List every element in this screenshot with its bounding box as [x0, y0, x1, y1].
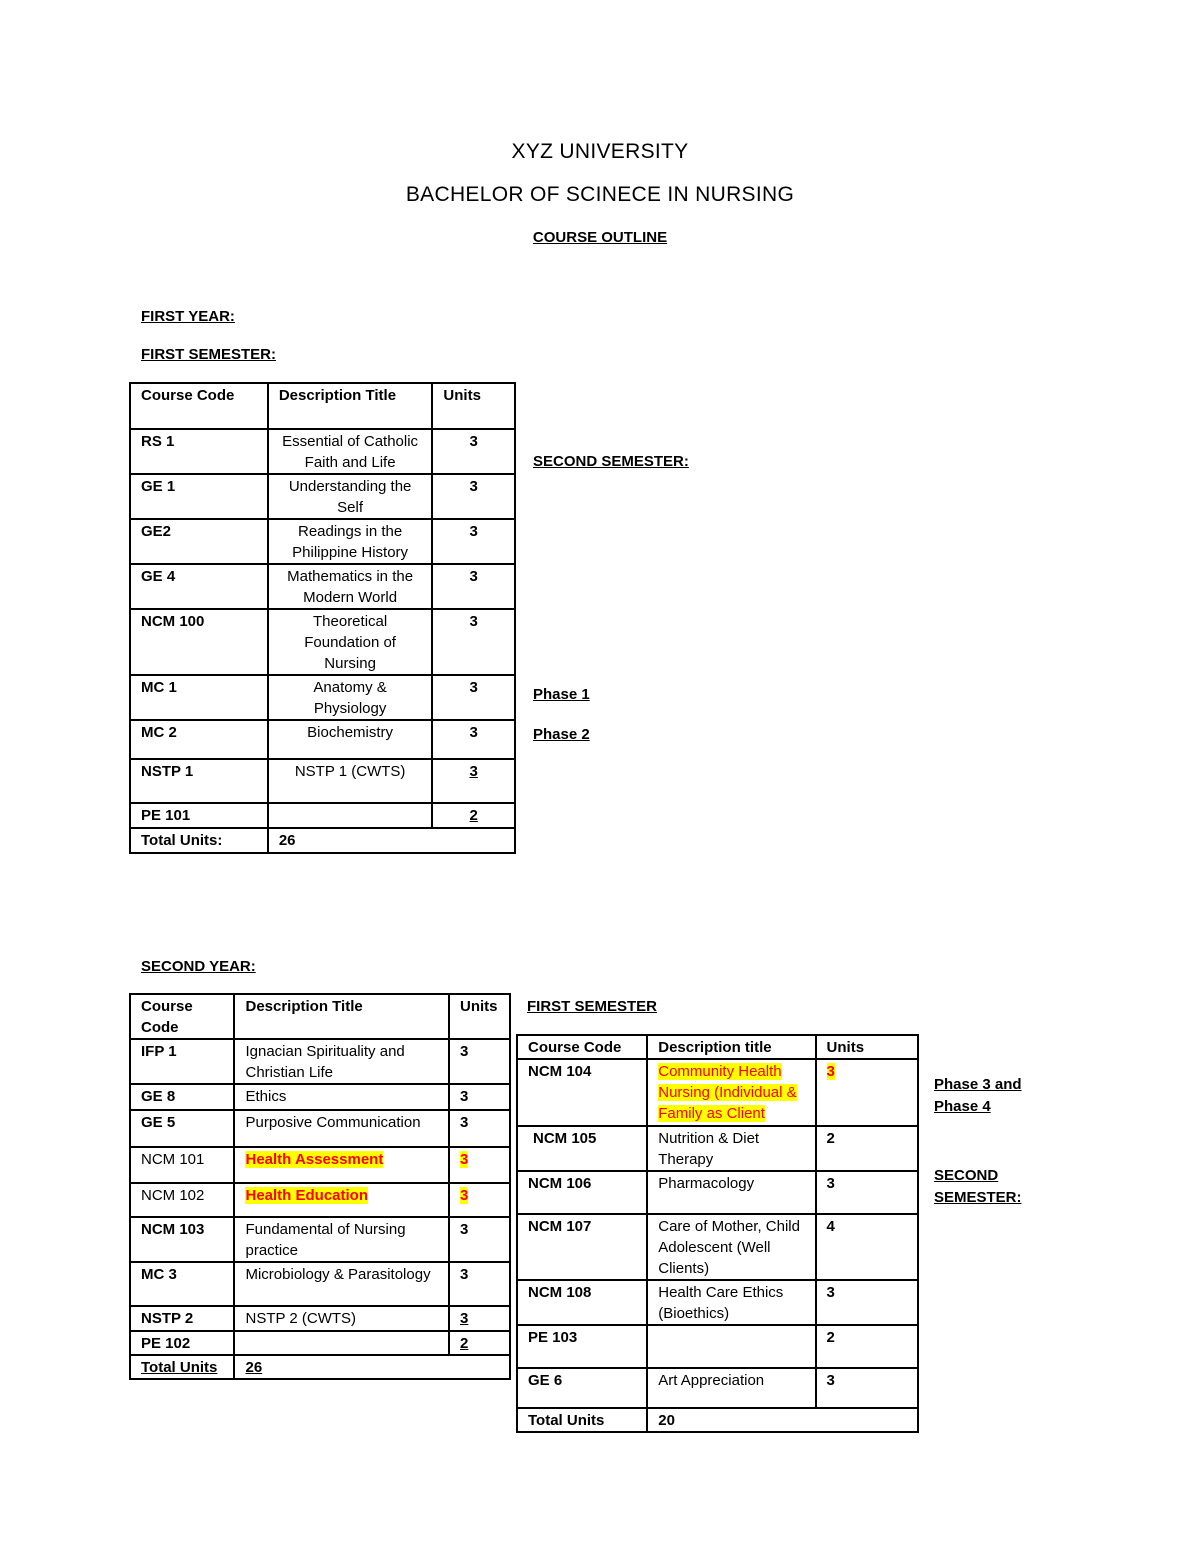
second-year-nursing-table: [516, 1034, 919, 1433]
course-title: Theoretical Foundation of Nursing: [268, 609, 433, 675]
course-code: NCM 104: [517, 1059, 647, 1126]
course-title: Ignacian Spirituality and Christian Life: [234, 1039, 449, 1084]
course-units-cell: [816, 1059, 918, 1126]
course-title: Microbiology & Parasitology: [234, 1262, 449, 1306]
first-year-label: FIRST YEAR:: [141, 308, 235, 325]
table-header-row: [517, 1035, 918, 1059]
course-units: 3: [449, 1039, 510, 1084]
course-units: 3: [449, 1262, 510, 1306]
course-title: Mathematics in the Modern World: [268, 564, 433, 609]
total-units-value: 20: [647, 1408, 918, 1432]
course-units-cell: [449, 1183, 510, 1217]
course-units: 3: [432, 609, 515, 675]
table-row: [517, 1280, 918, 1325]
course-title: Fundamental of Nursing practice: [234, 1217, 449, 1262]
course-code: NCM 108: [517, 1280, 647, 1325]
course-code: NSTP 1: [130, 759, 268, 803]
course-title: Care of Mother, Child Adolescent (Well Clients): [647, 1214, 815, 1280]
course-units: 3: [449, 1084, 510, 1110]
course-title: NSTP 1 (CWTS): [268, 759, 433, 803]
university-title: XYZ UNIVERSITY: [511, 140, 689, 163]
course-units: 3: [449, 1110, 510, 1147]
course-title: [234, 1331, 449, 1355]
course-units: 3: [432, 720, 515, 759]
course-code: PE 101: [130, 803, 268, 828]
table-row: [517, 1214, 918, 1280]
second-year-first-semester-table: [129, 993, 511, 1380]
course-units: 2: [449, 1331, 510, 1355]
header-course-code: Course Code: [130, 994, 234, 1039]
course-code: GE 8: [130, 1084, 234, 1110]
course-units: 3: [432, 429, 515, 474]
header-course-code: Course Code: [517, 1035, 647, 1059]
table-header-row: [130, 383, 515, 429]
course-code: NCM 100: [130, 609, 268, 675]
table-row: [130, 429, 515, 474]
course-title: Ethics: [234, 1084, 449, 1110]
course-title: Health Care Ethics (Bioethics): [647, 1280, 815, 1325]
second-year-first-semester-label: FIRST SEMESTER: [527, 998, 658, 1015]
table-row: [130, 474, 515, 519]
course-code: MC 2: [130, 720, 268, 759]
course-title: [647, 1325, 815, 1368]
course-code: RS 1: [130, 429, 268, 474]
course-title: Nutrition & Diet Therapy: [647, 1126, 815, 1171]
course-code: GE 1: [130, 474, 268, 519]
course-units: 3: [432, 519, 515, 564]
table-row: [130, 609, 515, 675]
course-units: 3: [816, 1171, 918, 1214]
second-year-label: SECOND YEAR:: [141, 958, 256, 975]
course-units: 3: [432, 474, 515, 519]
course-units: 2: [816, 1325, 918, 1368]
course-code: PE 102: [130, 1331, 234, 1355]
course-title-cell: [234, 1147, 449, 1183]
header-units: Units: [432, 383, 515, 429]
course-code: GE 4: [130, 564, 268, 609]
phase-3-and-4-label: Phase 3 and Phase 4: [934, 1076, 1022, 1115]
table-row: [130, 675, 515, 720]
course-code: MC 3: [130, 1262, 234, 1306]
course-units-cell: [449, 1147, 510, 1183]
course-code: GE 6: [517, 1368, 647, 1408]
total-units-label: Total Units: [517, 1408, 647, 1432]
course-units: 3: [432, 759, 515, 803]
header-description-title: Description Title: [234, 994, 449, 1039]
course-title: Biochemistry: [268, 720, 433, 759]
table-row: [130, 1147, 510, 1183]
course-code: NCM 106: [517, 1171, 647, 1214]
table-row: [130, 1039, 510, 1084]
course-outline-heading: COURSE OUTLINE: [532, 229, 668, 246]
table-row: [130, 519, 515, 564]
course-title: [268, 803, 433, 828]
table-row: [517, 1171, 918, 1214]
course-units: 3: [449, 1217, 510, 1262]
header-units: Units: [816, 1035, 918, 1059]
total-units-value: 26: [268, 828, 515, 853]
total-units-label: Total Units:: [130, 828, 268, 853]
course-title: NSTP 2 (CWTS): [234, 1306, 449, 1331]
course-code: NSTP 2: [130, 1306, 234, 1331]
course-title: Community Health Nursing (Individual & Family as Client: [658, 1063, 797, 1122]
table-row: [517, 1126, 918, 1171]
course-title: Understanding the Self: [268, 474, 433, 519]
total-row: [517, 1408, 918, 1432]
course-code: GE 5: [130, 1110, 234, 1147]
table-row: [130, 759, 515, 803]
course-code: NCM 103: [130, 1217, 234, 1262]
course-units: 4: [816, 1214, 918, 1280]
course-title-cell: [234, 1183, 449, 1217]
course-code: NCM 107: [517, 1214, 647, 1280]
course-title: Purposive Communication: [234, 1110, 449, 1147]
course-code: GE2: [130, 519, 268, 564]
course-units: 3: [460, 1187, 469, 1204]
second-year-second-semester-label: SECOND SEMESTER:: [934, 1167, 1022, 1206]
table-row: [130, 1183, 510, 1217]
table-row: [130, 1262, 510, 1306]
course-title-cell: [647, 1059, 815, 1126]
header-units: Units: [449, 994, 510, 1039]
header-course-code: Course Code: [130, 383, 268, 429]
table-row: [130, 1084, 510, 1110]
course-code: PE 103: [517, 1325, 647, 1368]
course-units: 3: [432, 564, 515, 609]
table-row: [517, 1368, 918, 1408]
course-title: Essential of Catholic Faith and Life: [268, 429, 433, 474]
course-title: Anatomy & Physiology: [268, 675, 433, 720]
course-title: Art Appreciation: [647, 1368, 815, 1408]
course-units: 3: [432, 675, 515, 720]
course-code: MC 1: [130, 675, 268, 720]
table-row: [517, 1059, 918, 1126]
header-description-title: Description Title: [268, 383, 433, 429]
table-row: [130, 564, 515, 609]
table-row: [130, 1306, 510, 1331]
course-code: NCM 102: [130, 1183, 234, 1217]
course-units: 3: [460, 1151, 469, 1168]
course-units: 3: [826, 1063, 835, 1080]
course-units: 2: [432, 803, 515, 828]
course-units: 3: [816, 1280, 918, 1325]
first-year-first-semester-label: FIRST SEMESTER:: [141, 346, 277, 363]
phase-1-label: Phase 1: [533, 686, 590, 703]
total-units-label: Total Units: [130, 1355, 234, 1379]
course-title: Readings in the Philippine History: [268, 519, 433, 564]
course-title: Health Education: [245, 1187, 368, 1204]
table-header-row: [130, 994, 510, 1039]
total-row: [130, 828, 515, 853]
table-row: [130, 720, 515, 759]
total-units-value: 26: [234, 1355, 510, 1379]
course-title: Health Assessment: [245, 1151, 384, 1168]
first-year-second-semester-label: SECOND SEMESTER:: [533, 453, 689, 470]
course-code: NCM 101: [130, 1147, 234, 1183]
program-title: BACHELOR OF SCINECE IN NURSING: [405, 183, 795, 206]
course-units: 3: [449, 1306, 510, 1331]
table-row: [130, 803, 515, 828]
course-units: 3: [816, 1368, 918, 1408]
course-title: Pharmacology: [647, 1171, 815, 1214]
course-code: IFP 1: [130, 1039, 234, 1084]
total-row: [130, 1355, 510, 1379]
header-description-title: Description title: [647, 1035, 815, 1059]
table-row: [517, 1325, 918, 1368]
first-year-course-table: [129, 382, 516, 854]
course-code: NCM 105: [517, 1126, 647, 1171]
table-row: [130, 1331, 510, 1355]
table-row: [130, 1110, 510, 1147]
course-units: 2: [816, 1126, 918, 1171]
table-row: [130, 1217, 510, 1262]
phase-2-label: Phase 2: [533, 726, 590, 743]
